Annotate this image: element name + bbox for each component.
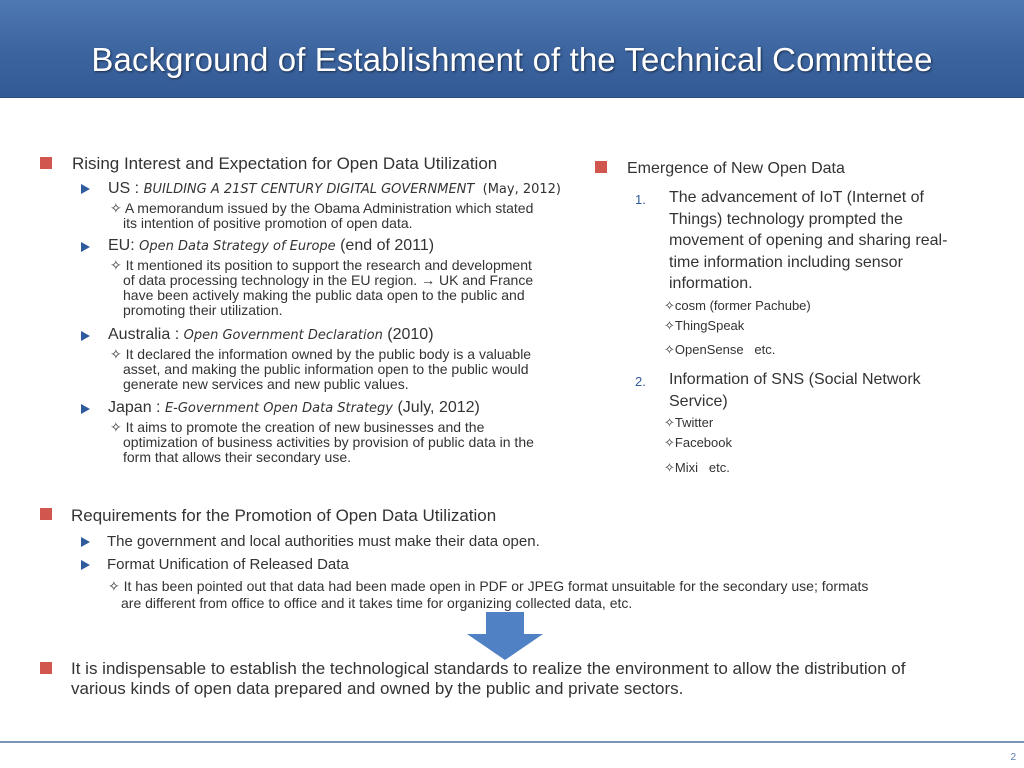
requirements-heading: Requirements for the Promotion of Open Data Utilization: [71, 506, 497, 525]
triangle-bullet-icon: [81, 331, 90, 341]
iot-sub-1: ✧cosm (former Pachube): [664, 298, 811, 313]
conclusion-text: It is indispensable to establish the technological standards to realize the environment to allow the distribution of various kinds of open data prepared and owned by the public and private sectors.: [71, 659, 906, 698]
eu-desc: ✧ It mentioned its position to support the research and development of data processing technology in the EU region. → UK and France have been actively making the public data open to the public and promoting their utilization.: [110, 257, 534, 318]
right-heading: Emergence of New Open Data: [627, 160, 845, 177]
down-arrow-head-icon: [467, 634, 543, 660]
list-number: 2.: [635, 374, 646, 389]
japan-doc-title: E-Government Open Data Strategy: [164, 401, 394, 416]
requirement-item-2: Format Unification of Released Data: [107, 556, 349, 573]
australia-doc-title: Open Government Declaration: [183, 328, 383, 343]
triangle-bullet-icon: [81, 537, 90, 547]
japan-item: Japan : E-Government Open Data Strategy (July, 2012): [108, 399, 480, 416]
australia-desc: ✧ It declared the information owned by the public body is a valuable asset, and making the public information open to the public would generate new services and new public values.: [110, 346, 532, 392]
iot-text: The advancement of IoT (Internet of Things) technology prompted the movement of opening and sharing real- time information including sensor information.: [669, 189, 948, 292]
triangle-bullet-icon: [81, 184, 90, 194]
bullet-square-icon: [40, 508, 52, 520]
down-arrow-icon: [486, 612, 524, 634]
footer-divider: [0, 741, 1024, 743]
slide-title: Background of Establishment of the Technical Committee: [91, 41, 933, 78]
australia-item: Australia : Open Government Declaration (2010): [108, 326, 434, 343]
sns-sub-3: ✧Mixi etc.: [664, 460, 730, 475]
requirement-item-1: The government and local authorities must make their data open.: [107, 533, 540, 550]
page-number: 2: [1010, 752, 1016, 763]
us-desc: ✧ A memorandum issued by the Obama Administration which stated its intention of positive promotion of open data.: [110, 200, 534, 231]
sns-sub-2: ✧Facebook: [664, 435, 732, 450]
sns-text: Information of SNS (Social Network Service): [669, 371, 921, 410]
bullet-square-icon: [40, 157, 52, 169]
left-heading: Rising Interest and Expectation for Open Data Utilization: [72, 154, 498, 173]
japan-desc: ✧ It aims to promote the creation of new businesses and the optimization of business activities by provision of public data in the form that allows their secondary use.: [110, 419, 534, 465]
triangle-bullet-icon: [81, 242, 90, 252]
title-bar: [0, 0, 1024, 98]
us-doc-title: BUILDING A 21ST CENTURY DIGITAL GOVERNMENT: [143, 182, 475, 197]
triangle-bullet-icon: [81, 404, 90, 414]
us-item: US : BUILDING A 21ST CENTURY DIGITAL GOVERNMENT (May, 2012): [108, 180, 561, 197]
iot-sub-3: ✧OpenSense etc.: [664, 342, 776, 357]
requirement-note: ✧ It has been pointed out that data had been made open in PDF or JPEG format unsuitable for the secondary use; formats are different from office to office and it takes time for organizing collected data, etc.: [108, 578, 869, 611]
sns-sub-1: ✧Twitter: [664, 415, 714, 430]
list-number: 1.: [635, 192, 646, 207]
triangle-bullet-icon: [81, 560, 90, 570]
eu-item: EU: Open Data Strategy of Europe (end of 2011): [108, 237, 435, 254]
iot-sub-2: ✧ThingSpeak: [664, 318, 745, 333]
eu-doc-title: Open Data Strategy of Europe: [139, 239, 336, 254]
bullet-square-icon: [40, 662, 52, 674]
bullet-square-icon: [595, 161, 607, 173]
